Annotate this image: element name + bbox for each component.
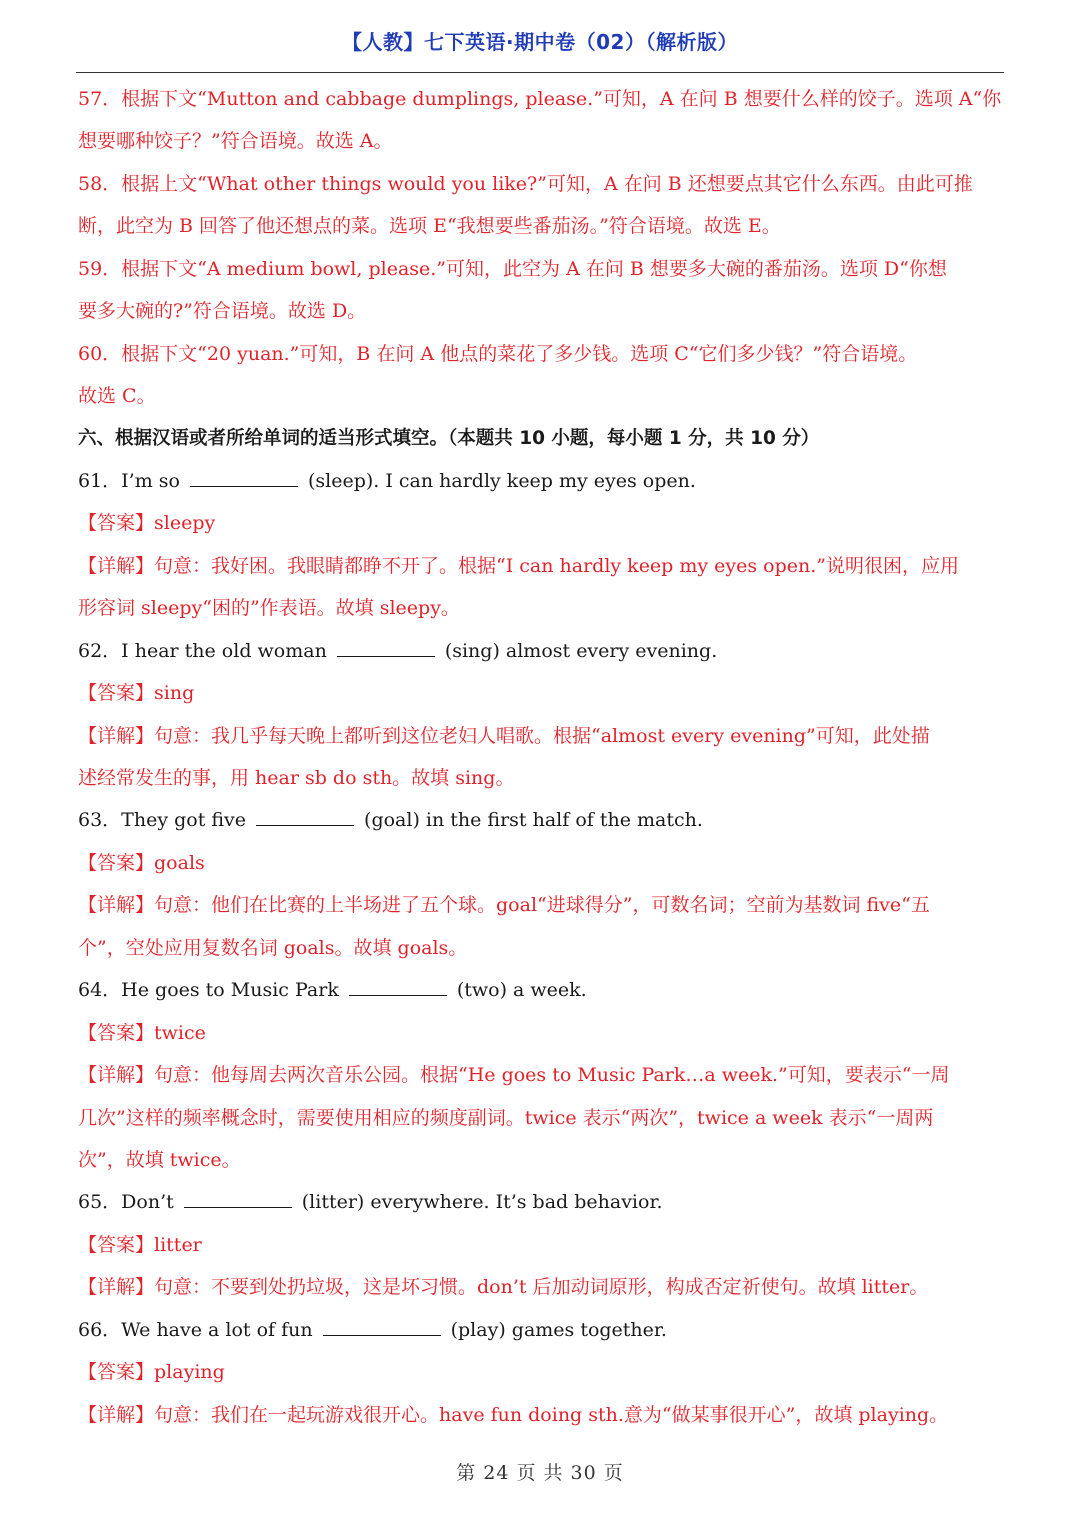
answer-66-tag: 【答案】 — [78, 1361, 155, 1384]
detail-64-tag: 【详解】 — [78, 1064, 155, 1087]
question-61-post: (sleep). I can hardly keep my eyes open. — [307, 469, 696, 492]
detail-63-line-1 — [78, 884, 1004, 926]
explanation-60-line-2: 故选 C。 — [78, 385, 156, 408]
explanation-57-line-1: 57．根据下文“Mutton and cabbage dumplings, please.”可知，A 在问 B 想要什么样的饺子。选项 A“你 — [78, 88, 1002, 110]
detail-63-tag: 【详解】 — [78, 894, 155, 917]
answer-63 — [78, 842, 1004, 884]
question-65 — [78, 1181, 1004, 1223]
header-divider — [76, 72, 1004, 73]
detail-63-text-1: 句意：他们在比赛的上半场进了五个球。goal“进球得分”，可数名词；空前为基数词 five“五 — [154, 894, 930, 917]
section-heading: 六、根据汉语或者所给单词的适当形式填空。（本题共 10 小题，每小题 1 分，共 10 分） — [78, 427, 820, 449]
question-63-pre: 63．They got five — [78, 809, 247, 832]
question-66-pre: 66．We have a lot of fun — [78, 1318, 313, 1341]
answer-64-value: twice — [154, 1021, 206, 1044]
answer-63-value: goals — [154, 851, 205, 874]
question-65-blank — [184, 1193, 292, 1208]
question-66-blank — [323, 1321, 441, 1336]
question-64-post: (two) a week. — [456, 979, 587, 1002]
detail-61-line-1 — [78, 545, 1004, 587]
detail-61-text-1: 句意：我好困。我眼睛都睁不开了。根据“I can hardly keep my eyes open.”说明很困，应用 — [154, 554, 960, 577]
question-65-pre: 65．Don’t — [78, 1191, 174, 1214]
question-63 — [78, 799, 1004, 841]
page-header-title: 【人教】七下英语·期中卷（02）（解析版） — [342, 30, 738, 54]
question-64-pre: 64．He goes to Music Park — [78, 979, 339, 1002]
answer-66-value: playing — [154, 1361, 225, 1384]
detail-64-line-1 — [78, 1054, 1004, 1096]
answer-62-value: sing — [154, 682, 195, 705]
detail-62-text-1: 句意：我几乎每天晚上都听到这位老妇人唱歌。根据“almost every evening”可知，此处描 — [154, 724, 930, 747]
question-62-post: (sing) almost every evening. — [444, 639, 718, 662]
answer-62 — [78, 672, 1004, 714]
answer-62-tag: 【答案】 — [78, 682, 155, 705]
answer-61-value: sleepy — [154, 512, 216, 535]
detail-62-line-1 — [78, 715, 1004, 757]
detail-64-line-2: 几次”这样的频率概念时，需要使用相应的频度副词。twice 表示“两次”，twice a week 表示“一周两 — [78, 1106, 934, 1129]
explanation-59-line-1: 59．根据下文“A medium bowl, please.”可知，此空为 A 在问 B 想要多大碗的番茄汤。选项 D“你想 — [78, 257, 947, 280]
question-64-blank — [349, 981, 447, 996]
question-61 — [78, 460, 1004, 502]
detail-64-text-1: 句意：他每周去两次音乐公园。根据“He goes to Music Park…a week.”可知，要表示“一周 — [154, 1064, 950, 1087]
page-content — [78, 78, 1004, 1436]
answer-65-value: litter — [154, 1233, 202, 1256]
answer-65 — [78, 1224, 1004, 1266]
question-61-blank — [190, 472, 298, 487]
question-61-pre: 61．I’m so — [78, 469, 180, 492]
detail-62-tag: 【详解】 — [78, 724, 155, 747]
detail-65-line-1 — [78, 1266, 1004, 1308]
question-63-post: (goal) in the first half of the match. — [364, 809, 703, 832]
question-66 — [78, 1309, 1004, 1351]
detail-63-line-2: 个”，空处应用复数名词 goals。故填 goals。 — [78, 936, 468, 959]
question-63-blank — [256, 811, 354, 826]
detail-66-text-1: 句意：我们在一起玩游戏很开心。have fun doing sth.意为“做某事很开心”，故填 playing。 — [154, 1403, 949, 1426]
detail-61-tag: 【详解】 — [78, 554, 155, 577]
question-62-pre: 62．I hear the old woman — [78, 639, 327, 662]
explanation-58-line-1: 58．根据上文“What other things would you like?”可知，A 在问 B 还想要点其它什么东西。由此可推 — [78, 172, 973, 195]
answer-61 — [78, 502, 1004, 544]
answer-61-tag: 【答案】 — [78, 512, 155, 535]
question-62 — [78, 630, 1004, 672]
detail-66-line-1 — [78, 1394, 1004, 1436]
answer-65-tag: 【答案】 — [78, 1233, 155, 1256]
detail-65-text-1: 句意：不要到处扔垃圾，这是坏习惯。don’t 后加动词原形，构成否定祈使句。故填 litter。 — [154, 1276, 929, 1299]
detail-66-tag: 【详解】 — [78, 1403, 155, 1426]
answer-64 — [78, 1012, 1004, 1054]
answer-66 — [78, 1351, 1004, 1393]
question-66-post: (play) games together. — [450, 1318, 667, 1341]
explanation-59-line-2: 要多大碗的?”符合语境。故选 D。 — [78, 300, 367, 323]
question-65-post: (litter) everywhere. It’s bad behavior. — [301, 1191, 663, 1214]
detail-61-line-2: 形容词 sleepy“困的”作表语。故填 sleepy。 — [78, 597, 460, 620]
answer-64-tag: 【答案】 — [78, 1021, 155, 1044]
question-62-blank — [337, 642, 435, 657]
explanation-58-line-2: 断，此空为 B 回答了他还想点的菜。选项 E“我想要些番茄汤。”符合语境。故选 E。 — [78, 215, 781, 238]
explanation-60-line-1: 60．根据下文“20 yuan.”可知，B 在问 A 他点的菜花了多少钱。选项 C“它们多少钱？”符合语境。 — [78, 342, 918, 365]
detail-62-line-2: 述经常发生的事，用 hear sb do sth。故填 sing。 — [78, 767, 515, 789]
explanation-57-line-2: 想要哪种饺子？”符合语境。故选 A。 — [78, 130, 393, 153]
answer-63-tag: 【答案】 — [78, 851, 155, 874]
page-number: 第 24 页 共 30 页 — [456, 1462, 624, 1484]
detail-65-tag: 【详解】 — [78, 1276, 155, 1299]
detail-64-line-3: 次”，故填 twice。 — [78, 1148, 241, 1171]
question-64 — [78, 969, 1004, 1011]
